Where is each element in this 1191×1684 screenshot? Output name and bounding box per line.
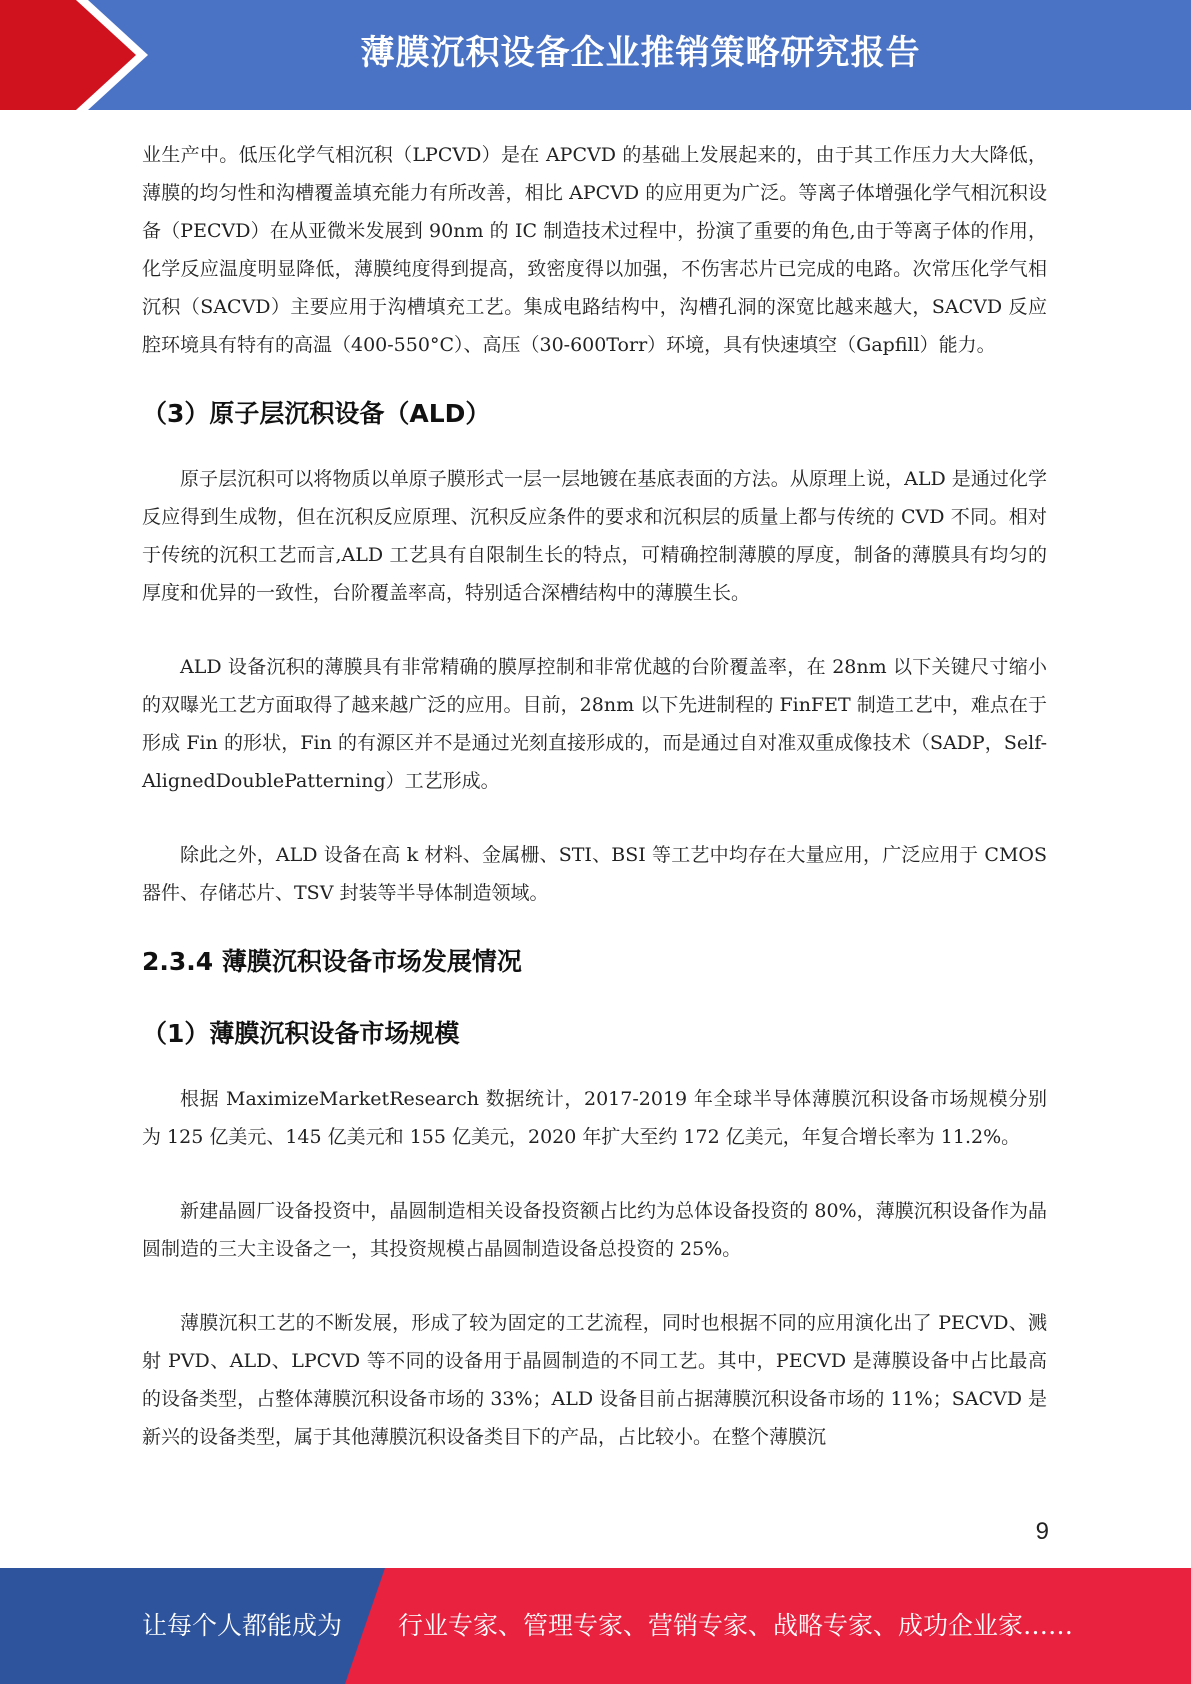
paragraph-ald-principle: 原子层沉积可以将物质以单原子膜形式一层一层地镀在基底表面的方法。从原理上说，ALD 是通过化学反应得到生成物，但在沉积反应原理、沉积反应条件的要求和沉积层的质量上都与传统的 CVD 不同。相对于传统的沉积工艺而言,ALD 工艺具有自限制生长的特点，可精确控制薄膜的厚度，制备的薄膜具有均匀的厚度和优异的一致性，台阶覆盖率高，特别适合深槽结构中的薄膜生长。 [142,468,1047,604]
section-heading-ald: （3）原子层沉积设备（ALD） [142,399,491,428]
section-heading-2-3-4: 2.3.4 薄膜沉积设备市场发展情况 [142,947,522,976]
page-header [0,0,1191,110]
report-title: 薄膜沉积设备企业推销策略研究报告 [360,33,921,73]
paragraph-ald-application: ALD 设备沉积的薄膜具有非常精确的膜厚控制和非常优越的台阶覆盖率，在 28nm 以下关键尺寸缩小的双曝光工艺方面取得了越来越广泛的应用。目前，28nm 以下先进制程的 FinFET 制造工艺中，难点在于形成 Fin 的形状，Fin 的有源区并不是通过光刻直接形成的，而是通过自对准双重成像技术（SADP，Self-AlignedDoublePatterning）工艺形成。 [142,656,1047,792]
page-content [142,136,1047,1456]
paragraph-equipment-types: 薄膜沉积工艺的不断发展，形成了较为固定的工艺流程，同时也根据不同的应用演化出了 PECVD、溅射 PVD、ALD、LPCVD 等不同的设备用于晶圆制造的不同工艺。其中，PECVD 是薄膜设备中占比最高的设备类型，占整体薄膜沉积设备市场的 33%；ALD 设备目前占据薄膜沉积设备市场的 11%；SACVD 是新兴的设备类型，属于其他薄膜沉积设备类目下的产品，占比较小。在整个薄膜沉 [142,1312,1047,1448]
page-number: 9 [1035,1518,1049,1545]
footer-slogan-left: 让每个人都能成为 [142,1611,343,1640]
paragraph-market-size: 根据 MaximizeMarketResearch 数据统计，2017-2019 年全球半导体薄膜沉积设备市场规模分别为 125 亿美元、145 亿美元和 155 亿美元，2020 年扩大至约 172 亿美元，年复合增长率为 11.2%。 [142,1088,1047,1148]
section-heading-market-scale: （1）薄膜沉积设备市场规模 [142,1019,460,1048]
footer-slogan-right: 行业专家、管理专家、营销专家、战略专家、成功企业家…… [398,1611,1074,1640]
header-arrow-decoration [0,0,150,110]
paragraph-investment-share: 新建晶圆厂设备投资中，晶圆制造相关设备投资额占比约为总体设备投资的 80%，薄膜沉积设备作为晶圆制造的三大主设备之一，其投资规模占晶圆制造设备总投资的 25%。 [142,1200,1047,1260]
paragraph-ald-other-uses: 除此之外，ALD 设备在高 k 材料、金属栅、STI、BSI 等工艺中均存在大量应用，广泛应用于 CMOS 器件、存储芯片、TSV 封装等半导体制造领域。 [142,844,1047,904]
page-footer [0,1568,1191,1684]
paragraph-cvd-continued: 业生产中。低压化学气相沉积（LPCVD）是在 APCVD 的基础上发展起来的，由于其工作压力大大降低，薄膜的均匀性和沟槽覆盖填充能力有所改善，相比 APCVD 的应用更为广泛。等离子体增强化学气相沉积设备（PECVD）在从亚微米发展到 90nm 的 IC 制造技术过程中，扮演了重要的角色,由于等离子体的作用，化学反应温度明显降低，薄膜纯度得到提高，致密度得以加强，不伤害芯片已完成的电路。次常压化学气相沉积（SACVD）主要应用于沟槽填充工艺。集成电路结构中，沟槽孔洞的深宽比越来越大，SACVD 反应腔环境具有特有的高温（400-550°C）、高压（30-600Torr）环境，具有快速填空（Gapfill）能力。 [142,144,1047,356]
